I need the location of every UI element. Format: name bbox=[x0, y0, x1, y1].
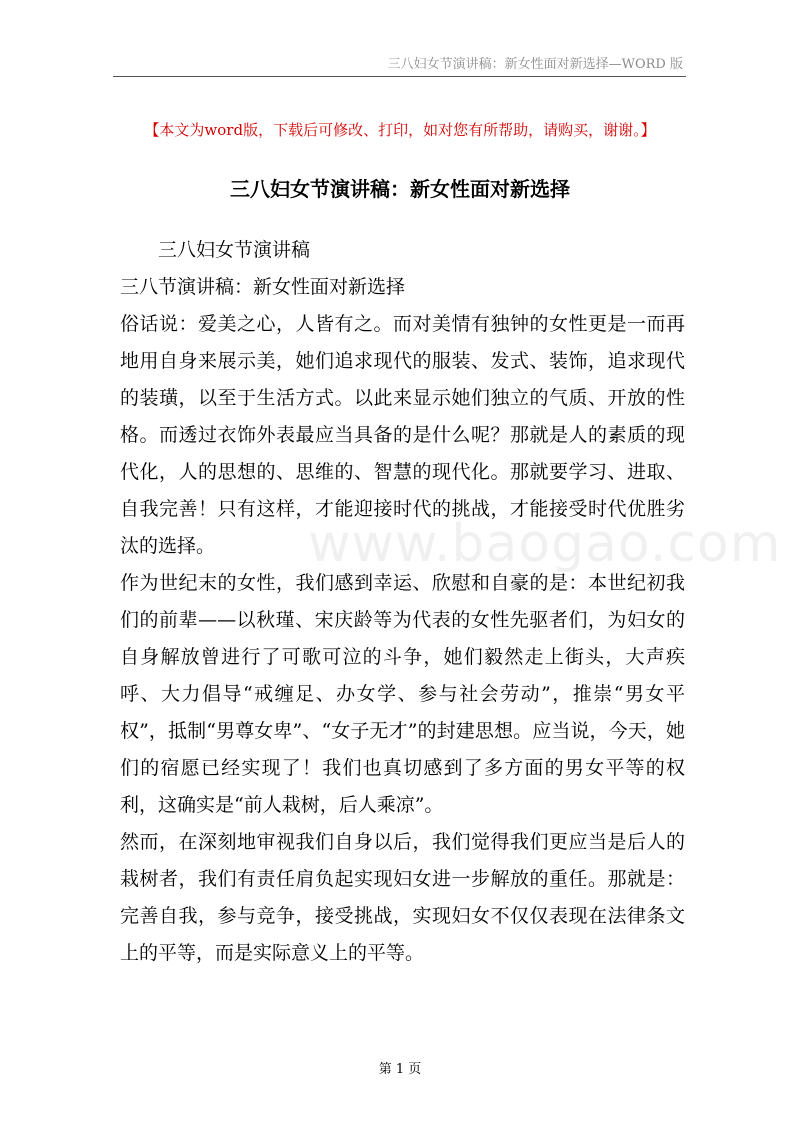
watermark: www.baogao.com bbox=[308, 514, 782, 574]
body-paragraph-3: 然而，在深刻地审视我们自身以后，我们觉得我们更应当是后人的栽树者，我们有责任肩负起实现妇女进一步解放的重任。那就是：完善自我，参与竞争，接受挑战，实现妇女不仅仅表现在法律条文上的平等，而是实际意义上的平等。 bbox=[120, 831, 685, 964]
body-paragraph-1: 俗话说：爱美之心，人皆有之。而对美情有独钟的女性更是一而再地用自身来展示美，她们追求现代的服装、发式、装饰，追求现代的装璜，以至于生活方式。以此来显示她们独立的气质、开放的性格。而透过衣饰外表最应当具备的是什么呢？那就是人的素质的现代化，人的思想的、思维的、智慧的现代化。那就要学习、进取、自我完善！只有这样，才能迎接时代的挑战，才能接受时代优胜劣汰的选择。 bbox=[120, 313, 685, 557]
purchase-notice: 【本文为word版，下载后可修改、打印，如对您有所帮助，请购买，谢谢。】 bbox=[144, 121, 656, 139]
page-number: 第 1 页 bbox=[378, 1062, 422, 1077]
document-title: 三八妇女节演讲稿：新女性面对新选择 bbox=[230, 177, 570, 201]
page-header-text: 三八妇女节演讲稿：新女性面对新选择—WORD 版 bbox=[387, 57, 683, 72]
document-body bbox=[120, 232, 685, 972]
subtitle-paragraph: 三八节演讲稿：新女性面对新选择 bbox=[120, 276, 406, 298]
subheading-paragraph: 三八妇女节演讲稿 bbox=[158, 239, 311, 261]
body-paragraph-2: 作为世纪末的女性，我们感到幸运、欣慰和自豪的是：本世纪初我们的前辈——以秋瑾、宋庆龄等为代表的女性先驱者们，为妇女的自身解放曾进行了可歌可泣的斗争，她们毅然走上街头，大声疾呼、大力倡导“戒缠足、办女学、参与社会劳动”，推崇“男女平权”，抵制“男尊女卑”、“女子无才”的封建思想。应当说，今天，她们的宿愿已经实现了！我们也真切感到了多方面的男女平等的权利，这确实是“前人栽树，后人乘凉”。 bbox=[120, 572, 685, 816]
header-divider bbox=[113, 76, 686, 77]
